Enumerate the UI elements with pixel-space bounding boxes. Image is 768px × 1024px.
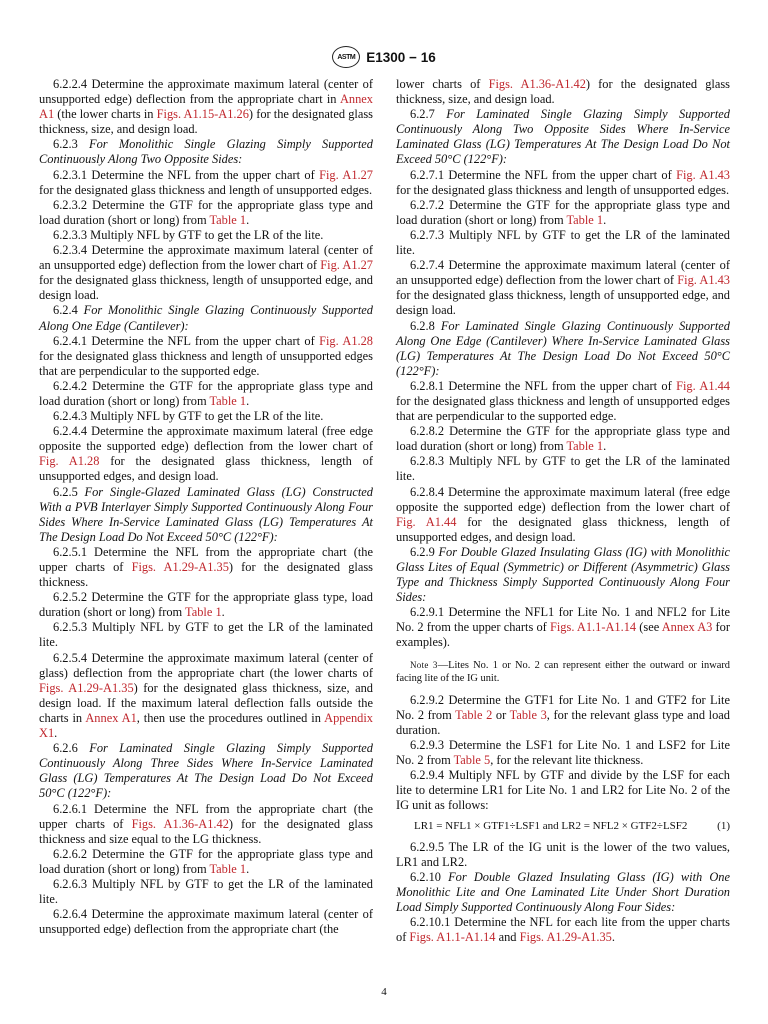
paragraph-6-2-7-3: 6.2.7.3 Multiply NFL by GTF to get the LR of the laminated lite.: [396, 227, 730, 258]
paragraph-6-2-5-1: 6.2.5.1 Determine the NFL from the appropriate chart (the upper charts of Figs. A1.29-A1.35) for the designated glass thickness.: [39, 544, 373, 590]
paragraph-6-2-4-4: 6.2.4.4 Determine the approximate maximum lateral (free edge opposite the supported edge) deflection from the lower chart of Fig. A1.28 for the designated glass thickness, length of unsupported edges, and design load.: [39, 424, 374, 484]
paragraph-6-2-8-2: 6.2.8.2 Determine the GTF for the appropriate glass type and load duration (short or long) from Table 1.: [396, 424, 730, 454]
figs-a1-29-a1-35-link[interactable]: Figs. A1.29-A1.35: [39, 680, 134, 695]
paragraph-6-2-9-3: 6.2.9.3 Determine the LSF1 for Lite No. 1 and LSF2 for Lite No. 2 from Table 5, for the relevant lite thickness.: [396, 738, 730, 768]
annex-a3-link[interactable]: Annex A3: [661, 620, 713, 635]
appendix-x1-link[interactable]: Appendix X1: [39, 710, 374, 741]
paragraph-6-2-6-3: 6.2.6.3 Multiply NFL by GTF to get the LR of the laminated lite.: [39, 876, 373, 907]
figs-a1-15-a1-26-link[interactable]: Figs. A1.15-A1.26: [156, 107, 249, 122]
section-6-2-3-heading: 6.2.3 For Monolithic Single Glazing Simply Supported Continuously Along Two Opposite Sides:: [39, 137, 373, 167]
annex-a1-link[interactable]: Annex A1: [39, 92, 373, 122]
note-label: Note 3: [410, 659, 438, 670]
table-1-link[interactable]: Table 1: [209, 861, 247, 876]
paragraph-6-2-9-2: 6.2.9.2 Determine the GTF1 for Lite No. 1 and GTF2 for Lite No. 2 from Table 2 or Table 3, for the relevant glass type and load duration.: [396, 692, 730, 737]
paragraph-6-2-4-3: 6.2.4.3 Multiply NFL by GTF to get the LR of the lite.: [53, 409, 324, 424]
paragraph-6-2-9-5: 6.2.9.5 The LR of the IG unit is the lower of the two values, LR1 and LR2.: [396, 839, 730, 869]
paragraph-6-2-3-3: 6.2.3.3 Multiply NFL by GTF to get the LR of the lite.: [53, 227, 324, 242]
paragraph-6-2-7-2: 6.2.7.2 Determine the GTF for the appropriate glass type and load duration (short or long) from Table 1.: [396, 197, 730, 227]
paragraph-6-2-4-1: 6.2.4.1 Determine the NFL from the upper chart of Fig. A1.28 for the designated glass thickness and length of unsupported edges that are perpendicular to the supported edge.: [39, 333, 373, 378]
page-header: [0, 46, 768, 68]
table-1-link[interactable]: Table 1: [185, 605, 222, 620]
paragraph-6-2-3-2: 6.2.3.2 Determine the GTF for the appropriate glass type and load duration (short or long) from Table 1.: [39, 197, 373, 227]
section-6-2-8-heading: 6.2.8 For Laminated Single Glazing Continuously Supported Along One Edge (Cantilever) Where In-Service Laminated Glass (LG) Temperatures At The Design Load Do Not Exceed 50°C (122°F):: [396, 318, 731, 378]
right-column: [396, 77, 730, 945]
table-3-link[interactable]: Table 3: [509, 707, 547, 722]
figs-a1-1-a1-14-link[interactable]: Figs. A1.1-A1.14: [409, 930, 496, 945]
fig-a1-27-link[interactable]: Fig. A1.27: [319, 167, 373, 182]
paragraph-6-2-8-3: 6.2.8.3 Multiply NFL by GTF to get the LR of the laminated lite.: [396, 454, 730, 484]
page-number: 4: [381, 986, 387, 998]
fig-a1-44-link[interactable]: Fig. A1.44: [676, 378, 730, 393]
section-6-2-4-heading: 6.2.4 For Monolithic Single Glazing Continuously Supported Along One Edge (Cantilever):: [39, 303, 373, 333]
table-2-link[interactable]: Table 2: [455, 707, 493, 722]
paragraph-6-2-9-1: 6.2.9.1 Determine the NFL1 for Lite No. 1 and NFL2 for Lite No. 2 from the upper charts of Figs. A1.1-A1.14 (see Annex A3 for examples).: [396, 605, 731, 650]
note-3: Note 3—Lites No. 1 or No. 2 can represent either the outward or inward facing lite of the IG unit.: [396, 659, 731, 685]
section-6-2-9-heading: 6.2.9 For Double Glazed Insulating Glass (IG) with Monolithic Glass Lites of Equal (Symmetric) or Different (Asymmetric) Glass Type and Thickness Simply Supported Continuously Along Four Sides:: [396, 544, 731, 605]
paragraph-6-2-2-4: 6.2.2.4 Determine the approximate maximum lateral (center of unsupported edge) deflection from the appropriate chart in Annex A1 (the lower charts in Figs. A1.15-A1.26) for the designated glass thickness, size, and design load.: [39, 77, 373, 137]
figs-a1-29-a1-35-link[interactable]: Figs. A1.29-A1.35: [131, 560, 229, 574]
paragraph-6-2-5-3: 6.2.5.3 Multiply NFL by GTF to get the LR of the laminated lite.: [39, 620, 373, 650]
fig-a1-43-link[interactable]: Fig. A1.43: [677, 273, 730, 288]
paragraph-6-2-10-1: 6.2.10.1 Determine the NFL for each lite from the upper charts of Figs. A1.1-A1.14 and Figs. A1.29-A1.35.: [396, 915, 730, 945]
paragraph-6-2-3-1: 6.2.3.1 Determine the NFL from the upper chart of Fig. A1.27 for the designated glass thickness and length of unsupported edges.: [39, 167, 373, 197]
figs-a1-1-a1-14-link[interactable]: Figs. A1.1-A1.14: [549, 620, 637, 635]
section-6-2-10-heading: 6.2.10 For Double Glazed Insulating Glass (IG) with One Monolithic Lite and One Laminated Lite Under Short Duration Load Simply Supported Continuously Along Four Sides:: [396, 869, 730, 914]
fig-a1-27-link[interactable]: Fig. A1.27: [320, 258, 373, 273]
left-column: [39, 77, 373, 937]
paragraph-6-2-8-4: 6.2.8.4 Determine the approximate maximum lateral (free edge opposite the supported edge) deflection from the lower chart of Fig. A1.44 for the designated glass thickness, length of unsupported edges, and design load.: [396, 484, 731, 544]
paragraph-6-2-9-4: 6.2.9.4 Multiply NFL by GTF and divide by the LSF for each lite to determine LR1 for Lite No. 1 and LR2 for Lite No. 2 of the IG unit as follows:: [396, 768, 730, 813]
section-6-2-6-heading: 6.2.6 For Laminated Single Glazing Simply Supported Continuously Along Three Sides Where In-Service Laminated Glass (LG) Temperatures At The Design Load Do Not Exceed 50°C (122°F):: [39, 741, 373, 801]
equation-text: LR1 = NFL1 × GTF1÷LSF1 and LR2 = NFL2 × GTF2÷LSF2: [414, 819, 688, 832]
paragraph-6-2-4-2: 6.2.4.2 Determine the GTF for the appropriate glass type and load duration (short or long) from Table 1.: [39, 378, 373, 408]
table-5-link[interactable]: Table 5: [453, 753, 491, 768]
paragraph-6-2-5-2: 6.2.5.2 Determine the GTF for the appropriate glass type, load duration (short or long) from Table 1.: [39, 590, 373, 620]
paragraph-6-2-8-1: 6.2.8.1 Determine the NFL from the upper chart of Fig. A1.44 for the designated glass thickness and length of unsupported edges that are perpendicular to the supported edge.: [396, 378, 730, 424]
paragraph-6-2-3-4: 6.2.3.4 Determine the approximate maximum lateral (center of an unsupported edge) deflection from the lower chart of Fig. A1.27 for the designated glass thickness, length of unsupported edge, and design load.: [39, 243, 373, 303]
paragraph-6-2-5-4: 6.2.5.4 Determine the approximate maximum lateral (center of glass) deflection from the appropriate chart (the lower charts of Figs. A1.29-A1.35) for the designated glass thickness, size, and design load. If the maximum lateral deflection falls outside the charts in Annex A1, then use the procedures outlined in Appendix X1.: [39, 650, 374, 741]
paragraph-6-2-6-2: 6.2.6.2 Determine the GTF for the appropriate glass type and load duration (short or long) from Table 1.: [39, 846, 373, 876]
table-1-link[interactable]: Table 1: [566, 439, 604, 454]
figs-a1-36-a1-42-link[interactable]: Figs. A1.36-A1.42: [488, 77, 586, 91]
fig-a1-28-link[interactable]: Fig. A1.28: [39, 454, 100, 469]
equation-number: (1): [717, 819, 730, 832]
paragraph-6-2-6-4: 6.2.6.4 Determine the approximate maximum lateral (center of unsupported edge) deflection from the appropriate chart (the: [39, 907, 373, 937]
astm-logo-icon: ASTM: [332, 46, 360, 68]
equation-1: [396, 819, 730, 834]
fig-a1-44-link[interactable]: Fig. A1.44: [396, 514, 457, 529]
figs-a1-36-a1-42-link[interactable]: Figs. A1.36-A1.42: [131, 816, 229, 831]
paragraph-6-2-6-4-continued: lower charts of Figs. A1.36-A1.42) for the designated glass thickness, size, and design load.: [396, 77, 730, 107]
section-6-2-7-heading: 6.2.7 For Laminated Single Glazing Simply Supported Continuously Along Two Opposite Sides Where In-Service Laminated Glass (LG) Temperatures At The Design Load Do Not Exceed 50°C (122°F):: [396, 107, 730, 167]
annex-a1-link[interactable]: Annex A1: [85, 710, 137, 725]
table-1-link[interactable]: Table 1: [209, 212, 247, 227]
fig-a1-28-link[interactable]: Fig. A1.28: [319, 333, 373, 348]
fig-a1-43-link[interactable]: Fig. A1.43: [676, 167, 730, 182]
table-1-link[interactable]: Table 1: [209, 393, 247, 408]
figs-a1-29-a1-35-link[interactable]: Figs. A1.29-A1.35: [519, 930, 612, 945]
paragraph-6-2-7-4: 6.2.7.4 Determine the approximate maximum lateral (center of an unsupported edge) deflection from the lower chart of Fig. A1.43 for the designated glass thickness, length of unsupported edge, and design load.: [396, 258, 730, 318]
paragraph-6-2-7-1: 6.2.7.1 Determine the NFL from the upper chart of Fig. A1.43 for the designated glass thickness and length of unsupported edges.: [396, 167, 730, 197]
section-6-2-5-heading: 6.2.5 For Single-Glazed Laminated Glass (LG) Constructed With a PVB Interlayer Simply Supported Continuously Along Four Sides Where In-Service Laminated Glass (LG) Temperatures At The Design Load Do Not Exceed 50°C (122°F):: [39, 484, 373, 544]
table-1-link[interactable]: Table 1: [566, 212, 604, 227]
paragraph-6-2-6-1: 6.2.6.1 Determine the NFL from the appropriate chart (the upper charts of Figs. A1.36-A1.42) for the designated glass thickness and size equal to the LG thickness.: [39, 801, 373, 846]
document-id: E1300 − 16: [366, 49, 436, 65]
